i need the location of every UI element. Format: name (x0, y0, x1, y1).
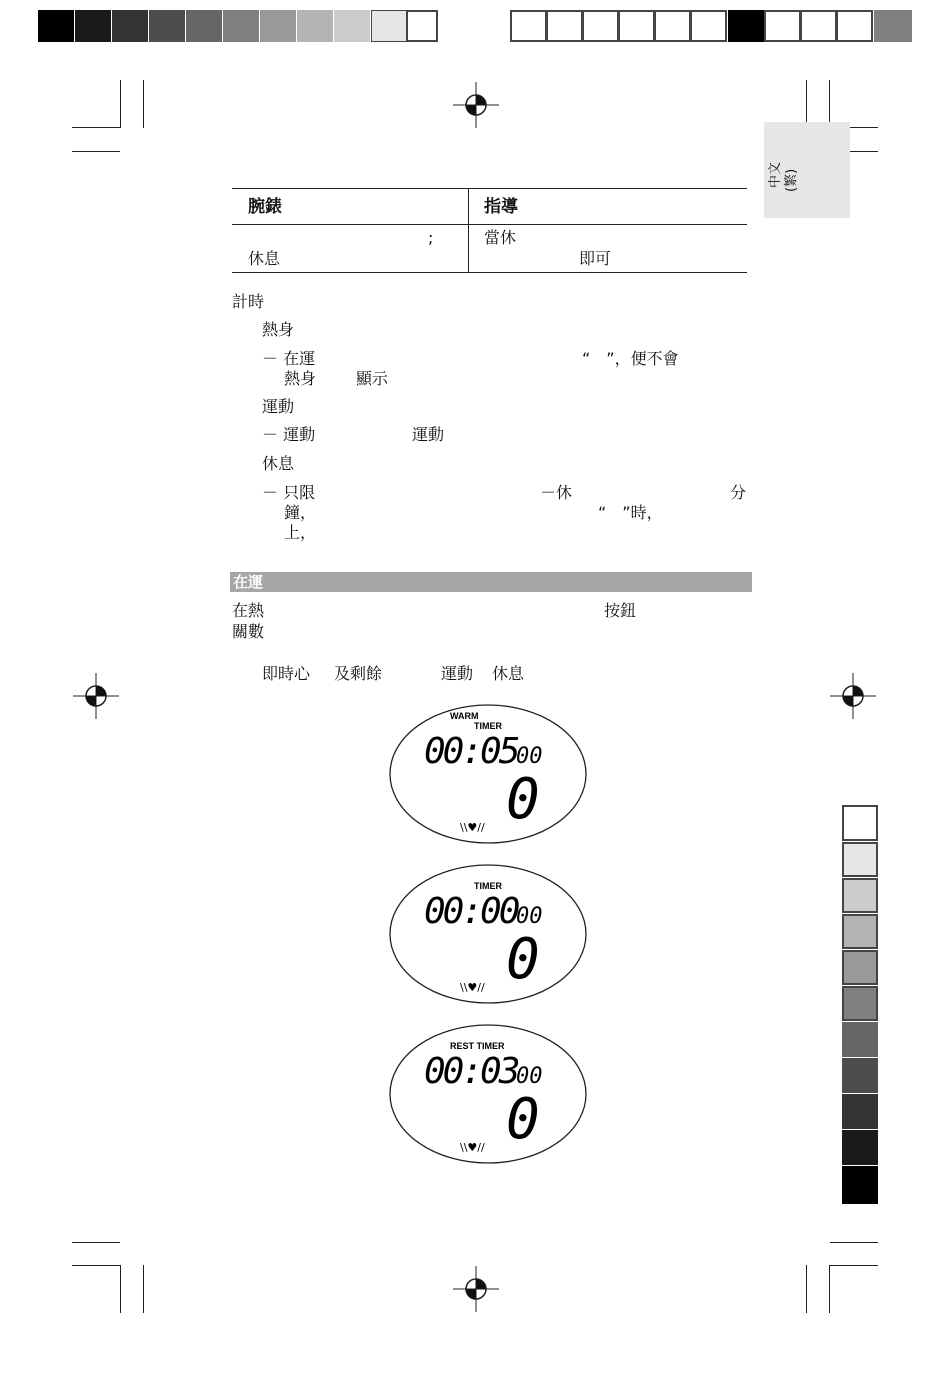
section-line1-start: 在熱 (232, 601, 265, 620)
lcd-seconds: 00 (516, 904, 543, 929)
lcd-value: 0 (506, 927, 540, 992)
language-tab-line1: 中文 (768, 161, 783, 188)
language-tab (764, 122, 850, 218)
exercise-bullet-a: － 運動 (262, 425, 316, 444)
section-title-bar (230, 572, 752, 592)
section-line2: 關數 (232, 622, 265, 641)
heart-icon: \\♥// (460, 1141, 485, 1154)
lcd-label-top: WARM (450, 711, 479, 721)
lcd-time: 00:05 (424, 731, 518, 772)
lcd-value: 0 (506, 1087, 540, 1152)
lcd-display-rest-timer (388, 1023, 588, 1165)
language-tab-line2: (繁) (784, 168, 799, 192)
lcd-label: TIMER (474, 881, 502, 891)
rest-bullet-line3: 上， (284, 523, 317, 542)
warmup-bullet-start: － 在運 (262, 349, 316, 368)
rest-bullet-line1a: － 只限 (262, 483, 316, 502)
lcd-seconds: 00 (516, 744, 543, 769)
registration-mark-bottom (453, 1266, 499, 1312)
heart-icon: \\♥// (460, 821, 485, 834)
lcd-time: 00:03 (424, 1051, 518, 1092)
lcd-display-warm-timer (388, 703, 588, 845)
timer-heading: 計時 (232, 292, 265, 311)
table-cell-left-rest: 休息 (248, 249, 281, 268)
table-header-watch: 腕錶 (248, 197, 282, 217)
warmup-bullet-line2b: 顯示 (356, 369, 389, 388)
lcd-display-timer (388, 863, 588, 1005)
section-line1-end: 按鈕 (604, 601, 637, 620)
table-header-guide: 指導 (484, 197, 518, 217)
registration-mark-top (453, 82, 499, 128)
registration-mark-left (73, 673, 119, 719)
table-cell-left-semicolon: ; (428, 228, 434, 247)
top-right-color-bar (510, 10, 912, 46)
lcd-label: REST TIMER (450, 1041, 505, 1051)
right-gray-scale (842, 805, 878, 1207)
lcd-seconds: 00 (516, 1064, 543, 1089)
table-cell-right-line2: 即可 (579, 249, 612, 268)
lcd-time: 00:00 (424, 891, 518, 932)
rest-bullet-line2a: 鐘， (284, 503, 317, 522)
rest-bullet-line1c: 分 (730, 483, 747, 502)
warmup-bullet-line2a: 熱身 (284, 369, 317, 388)
registration-mark-right (830, 673, 876, 719)
top-left-color-bar (38, 10, 438, 46)
caption-a: 即時心 (262, 664, 311, 683)
rest-title: 休息 (262, 454, 295, 473)
exercise-title: 運動 (262, 397, 295, 416)
section-title: 在運 (233, 573, 264, 591)
heart-icon: \\♥// (460, 981, 485, 994)
caption-d: 休息 (492, 664, 525, 683)
caption-c: 運動 (441, 664, 474, 683)
warmup-bullet-end: “ ”，便不會 (582, 349, 679, 368)
warmup-title: 熱身 (262, 320, 295, 339)
table-cell-right-line1: 當休 (484, 228, 517, 247)
exercise-bullet-b: 運動 (412, 425, 445, 444)
caption-b: 及剩餘 (334, 664, 383, 683)
rest-bullet-line1b: －休 (540, 483, 573, 502)
lcd-label: TIMER (474, 721, 502, 731)
lcd-value: 0 (506, 767, 540, 832)
rest-bullet-line2b: “ ”時， (598, 503, 663, 522)
